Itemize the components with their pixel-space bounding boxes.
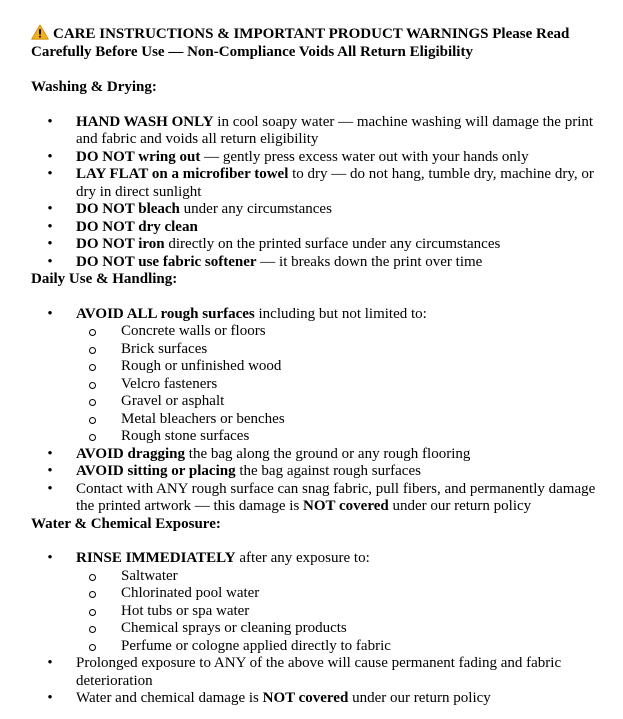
item-emphasis: DO NOT use fabric softener bbox=[76, 253, 257, 270]
circle-bullet bbox=[89, 382, 96, 389]
item-text: — it breaks down the print over time bbox=[256, 253, 483, 270]
bullet-dot: • bbox=[47, 218, 53, 235]
item-text: directly on the printed surface under any circumstances bbox=[164, 236, 501, 252]
bullet-dot: • bbox=[47, 655, 53, 671]
item-text: including but not limited to: bbox=[254, 305, 427, 322]
title-text: CARE INSTRUCTIONS & IMPORTANT PRODUCT WARNINGS Please Read Carefully Before Use — Non-Compliance Voids All Return Eligibility bbox=[31, 26, 570, 60]
list-item bbox=[31, 236, 599, 254]
sub-item-text: Chlorinated pool water bbox=[121, 585, 260, 601]
sub-list-item bbox=[76, 323, 599, 341]
bullet-list bbox=[31, 114, 599, 272]
circle-bullet bbox=[89, 417, 96, 424]
sub-item-text: Perfume or cologne applied directly to fabric bbox=[121, 637, 391, 654]
item-emphasis: NOT covered bbox=[262, 690, 349, 706]
circle-bullet bbox=[89, 434, 96, 441]
item-text: — gently press excess water out with your hands only bbox=[200, 148, 529, 165]
circle-bullet bbox=[89, 574, 96, 581]
item-text: after any exposure to: bbox=[235, 550, 370, 566]
item-emphasis: LAY FLAT on a microfiber towel bbox=[76, 166, 289, 182]
bullet-dot: • bbox=[47, 305, 53, 322]
sub-list-item bbox=[76, 376, 599, 394]
item-text: in cool soapy water — machine washing will damage the print and fabric and voids all return eligibility bbox=[76, 113, 594, 147]
sub-list-item bbox=[76, 428, 599, 446]
list-item bbox=[31, 481, 599, 516]
bullet-list bbox=[31, 306, 599, 516]
sub-list-item bbox=[76, 620, 599, 638]
item-emphasis: DO NOT wring out bbox=[76, 148, 201, 165]
item-text: the bag along the ground or any rough flooring bbox=[185, 445, 471, 462]
item-emphasis: AVOID ALL rough surfaces bbox=[76, 305, 255, 322]
bullet-dot: • bbox=[47, 148, 53, 165]
sub-list bbox=[76, 568, 599, 656]
circle-bullet bbox=[89, 626, 96, 633]
bullet-dot: • bbox=[47, 236, 53, 252]
bullet-dot: • bbox=[47, 253, 53, 270]
circle-bullet bbox=[89, 329, 96, 336]
item-text: Water and chemical damage is bbox=[76, 690, 263, 706]
circle-bullet bbox=[89, 347, 96, 354]
item-emphasis: AVOID dragging bbox=[76, 445, 186, 462]
item-emphasis: RINSE IMMEDIATELY bbox=[76, 550, 236, 566]
list-item bbox=[31, 306, 599, 446]
circle-bullet bbox=[89, 399, 96, 406]
item-text: the bag against rough surfaces bbox=[235, 463, 421, 479]
item-text: Contact with ANY rough surface can snag fabric, pull fibers, and permanently damage the printed artwork — this damage is bbox=[76, 480, 596, 514]
sub-list-item bbox=[76, 341, 599, 359]
circle-bullet bbox=[89, 364, 96, 371]
bullet-dot: • bbox=[47, 166, 53, 182]
bullet-dot: • bbox=[47, 480, 53, 497]
list-item bbox=[31, 463, 599, 481]
sub-list-item bbox=[76, 393, 599, 411]
list-item bbox=[31, 166, 599, 201]
bullet-list bbox=[31, 550, 599, 708]
bullet-dot: • bbox=[47, 445, 53, 462]
sub-list-item bbox=[76, 411, 599, 429]
list-item bbox=[31, 655, 599, 690]
bullet-dot: • bbox=[47, 113, 53, 130]
sub-item-text: Rough stone surfaces bbox=[121, 428, 250, 444]
sub-list-item bbox=[76, 603, 599, 621]
sub-item-text: Hot tubs or spa water bbox=[121, 602, 250, 619]
sub-item-text: Chemical sprays or cleaning products bbox=[121, 620, 347, 636]
sub-item-text: Velcro fasteners bbox=[121, 375, 218, 392]
sections-container bbox=[31, 79, 599, 708]
warning-triangle-icon bbox=[31, 24, 49, 40]
circle-bullet bbox=[89, 609, 96, 616]
item-text: Prolonged exposure to ANY of the above will cause permanent fading and fabric deterioration bbox=[76, 655, 562, 689]
sub-item-text: Metal bleachers or benches bbox=[121, 410, 285, 427]
sub-list-item bbox=[76, 585, 599, 603]
item-emphasis: HAND WASH ONLY bbox=[76, 113, 214, 130]
item-text: to dry — do not hang, tumble dry, machine dry, or dry in direct sunlight bbox=[76, 166, 594, 200]
list-item bbox=[31, 149, 599, 167]
item-emphasis: DO NOT iron bbox=[76, 236, 165, 252]
sub-item-text: Saltwater bbox=[121, 567, 178, 584]
bullet-dot: • bbox=[47, 201, 53, 217]
bullet-dot: • bbox=[47, 690, 53, 706]
item-text: under any circumstances bbox=[179, 201, 332, 217]
sub-item-text: Rough or unfinished wood bbox=[121, 358, 282, 374]
sub-list-item bbox=[76, 568, 599, 586]
item-emphasis: AVOID sitting or placing bbox=[76, 463, 236, 479]
sub-list-item bbox=[76, 358, 599, 376]
sub-list-item bbox=[76, 638, 599, 656]
section-heading: Daily Use & Handling: bbox=[31, 271, 178, 287]
section-heading: Water & Chemical Exposure: bbox=[31, 515, 221, 532]
list-item bbox=[31, 690, 599, 708]
item-text: under our return policy bbox=[348, 690, 491, 706]
item-text: under our return policy bbox=[388, 498, 532, 514]
sub-item-text: Brick surfaces bbox=[121, 340, 208, 357]
bullet-dot: • bbox=[47, 550, 53, 566]
sub-item-text: Concrete walls or floors bbox=[121, 323, 266, 339]
section-heading: Washing & Drying: bbox=[31, 79, 157, 95]
item-emphasis: DO NOT bleach bbox=[76, 201, 180, 217]
circle-bullet bbox=[89, 644, 96, 651]
circle-bullet bbox=[89, 591, 96, 598]
list-item bbox=[31, 254, 599, 272]
item-emphasis: NOT covered bbox=[303, 498, 389, 514]
list-item bbox=[31, 550, 599, 655]
item-emphasis: DO NOT dry clean bbox=[76, 218, 198, 235]
list-item bbox=[31, 201, 599, 219]
sub-item-text: Gravel or asphalt bbox=[121, 393, 225, 409]
list-item bbox=[31, 114, 599, 149]
sub-list bbox=[76, 323, 599, 446]
bullet-dot: • bbox=[47, 463, 53, 479]
page-title bbox=[31, 24, 599, 61]
list-item bbox=[31, 446, 599, 464]
list-item bbox=[31, 219, 599, 237]
